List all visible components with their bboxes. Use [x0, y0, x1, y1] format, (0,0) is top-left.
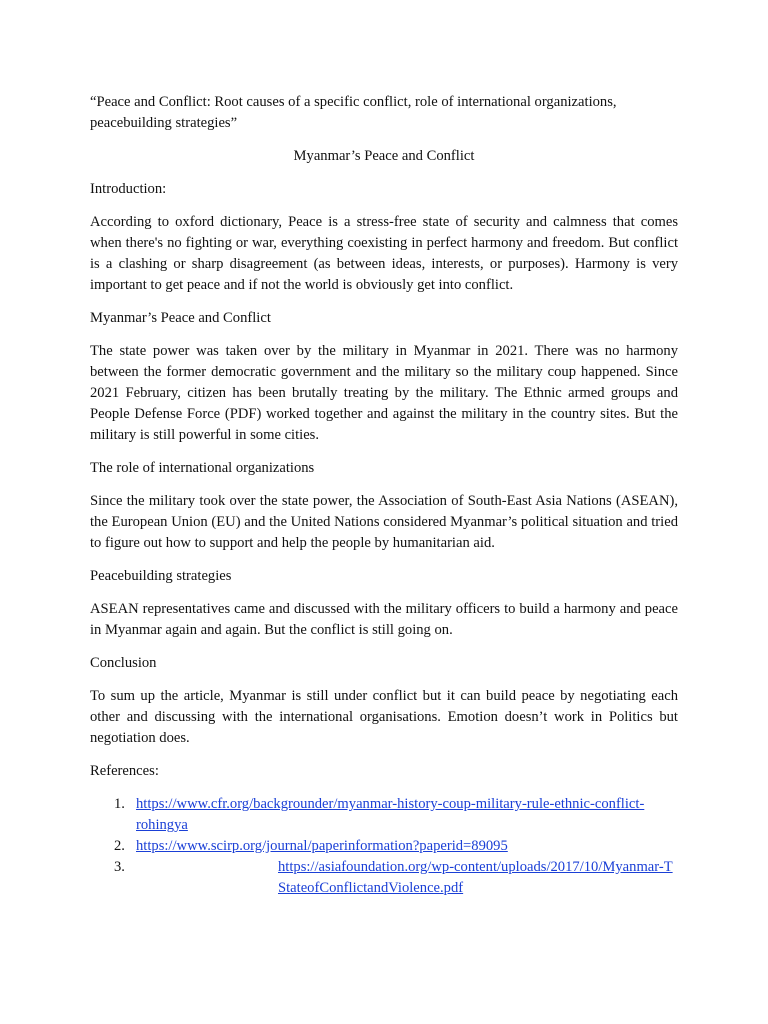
reference-link[interactable]: https://asiafoundation.org/wp-content/uploads/2017/10/Myanmar-TStateofConflictandViolence.pdf	[278, 859, 673, 896]
reference-number: 1.	[114, 796, 125, 812]
conclusion-paragraph: To sum up the article, Myanmar is still under conflict but it can build peace by negotiating each other and discussing with the international organisations. Emotion doesn’t work in Politics but negotiation does.	[90, 688, 678, 746]
document-title: Myanmar’s Peace and Conflict	[293, 148, 475, 164]
document-body	[90, 92, 678, 899]
references-list	[90, 794, 678, 899]
references-heading: References:	[90, 763, 159, 779]
assignment-prompt: “Peace and Conflict: Root causes of a specific conflict, role of international organizations, peacebuilding strategies”	[90, 94, 617, 131]
reference-item	[90, 794, 678, 836]
intro-heading: Introduction:	[90, 181, 167, 197]
reference-item	[90, 857, 678, 899]
reference-link[interactable]: https://www.cfr.org/backgrounder/myanmar-history-coup-military-rule-ethnic-conflict-rohingya	[136, 796, 645, 833]
intro-paragraph: According to oxford dictionary, Peace is a stress-free state of security and calmness that comes when there's no fighting or war, everything coexisting in perfect harmony and freedom. But conflict is a clashing or sharp disagreement (as between ideas, interests, or purposes). Harmony is very important to get peace and if not the world is obviously get into conflict.	[90, 214, 678, 293]
reference-link[interactable]: https://www.scirp.org/journal/paperinformation?paperid=89095	[136, 838, 508, 854]
international-heading: The role of international organizations	[90, 460, 315, 476]
international-paragraph: Since the military took over the state power, the Association of South-East Asia Nations (ASEAN), the European Union (EU) and the United Nations considered Myanmar’s political situation and tried to figure out how to support and help the people by humanitarian aid.	[90, 493, 678, 551]
reference-item	[90, 836, 678, 857]
myanmar-heading: Myanmar’s Peace and Conflict	[90, 310, 271, 326]
myanmar-paragraph: The state power was taken over by the military in Myanmar in 2021. There was no harmony between the former democratic government and the military so the military coup happened. Since 2021 February, citizen has been brutally treating by the military. The Ethnic armed groups and People Defense Force (PDF) worked together and against the military in the country sites. But the military is still powerful in some cities.	[90, 343, 678, 443]
conclusion-heading: Conclusion	[90, 655, 157, 671]
reference-number: 2.	[114, 838, 125, 854]
peacebuilding-heading: Peacebuilding strategies	[90, 568, 232, 584]
reference-number: 3.	[114, 859, 125, 875]
peacebuilding-paragraph: ASEAN representatives came and discussed with the military officers to build a harmony and peace in Myanmar again and again. But the conflict is still going on.	[90, 601, 678, 638]
